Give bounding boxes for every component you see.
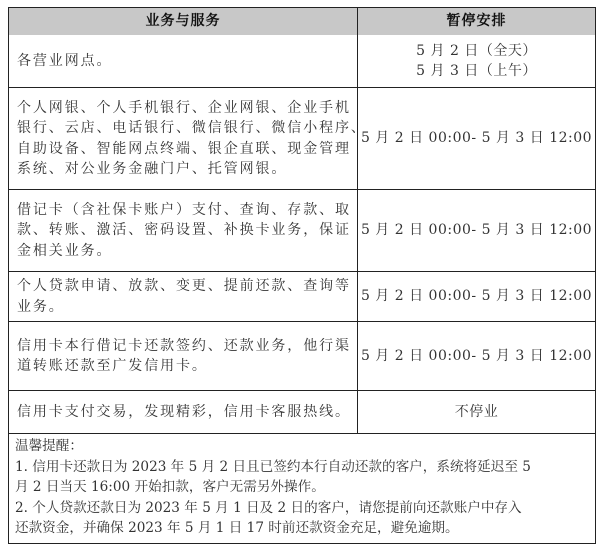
schedule-cell	[358, 272, 595, 321]
service-cell	[9, 88, 367, 189]
notice-line: 月 2 日当天 16:00 开始扣款，客户无需另外操作。	[15, 479, 325, 495]
service-text: 款、转账、激活、密码设置、补换卡业务，保证	[17, 222, 351, 239]
service-text: 银行、云店、电话银行、微信银行、微信小程序、	[17, 120, 367, 136]
notice	[9, 433, 595, 543]
service-text: 各营业网点。	[17, 52, 113, 69]
service-text: 业务。	[17, 298, 65, 315]
service-text: 个人网银、个人手机银行、企业网银、企业手机	[17, 99, 351, 116]
schedule-text: 5 月 2 日 00:00- 5 月 3 日 12:00	[360, 347, 593, 364]
service-text: 金相关业务。	[17, 242, 113, 259]
schedule-text: 不停业	[454, 403, 499, 420]
service-text: 自助设备、智能网点终端、银企直联、现金管理	[17, 140, 351, 157]
table-row	[9, 271, 595, 321]
schedule-text: 5 月 2 日 00:00- 5 月 3 日 12:00	[360, 222, 593, 239]
header-schedule: 暂停安排	[446, 13, 507, 30]
schedule-cell	[358, 35, 595, 87]
service-cell	[9, 272, 358, 321]
schedule-text: 5 月 3 日（上午）	[416, 63, 537, 79]
schedule-text: 5 月 2 日 00:00- 5 月 3 日 12:00	[360, 130, 593, 147]
notice-line: 2. 个人贷款还款日为 2023 年 5 月 1 日及 2 日的客户，请您提前向还款账户中存入	[15, 499, 522, 516]
notice-title: 温馨提醒：	[15, 438, 83, 454]
service-text: 信用卡支付交易，发现精彩，信用卡客服热线。	[17, 403, 351, 420]
table-row	[9, 390, 595, 433]
schedule-cell	[358, 88, 595, 189]
table-row	[9, 87, 595, 189]
service-text: 信用卡本行借记卡还款签约、还款业务，他行渠	[17, 337, 351, 354]
schedule-cell	[358, 322, 595, 390]
service-text: 借记卡（含社保卡账户）支付、查询、存款、取	[17, 201, 351, 218]
service-cell	[9, 190, 358, 271]
header-service: 业务与服务	[9, 8, 358, 35]
suspension-schedule-table	[8, 7, 596, 544]
table-row	[9, 189, 595, 271]
notice-line: 1. 信用卡还款日为 2023 年 5 月 2 日且已签约本行自动还款的客户，系统将延迟至 5	[15, 458, 531, 475]
service-text: 道转账还款至广发信用卡。	[17, 358, 208, 374]
schedule-text: 5 月 2 日（全天）	[416, 42, 537, 59]
table-header	[9, 8, 595, 35]
service-text: 系统、对公业务金融门户、托管网银。	[17, 161, 288, 177]
notice-line: 还款资金，并确保 2023 年 5 月 1 日 17 时前还款资金充足，避免逾期。	[15, 520, 459, 536]
table-row	[9, 35, 595, 87]
schedule-text: 5 月 2 日 00:00- 5 月 3 日 12:00	[360, 288, 593, 305]
service-cell	[9, 391, 358, 433]
service-cell	[9, 35, 358, 87]
schedule-cell	[358, 391, 595, 433]
service-cell	[9, 322, 358, 390]
schedule-cell	[358, 190, 595, 271]
table-row	[9, 321, 595, 390]
service-text: 个人贷款申请、放款、变更、提前还款、查询等	[17, 278, 351, 294]
